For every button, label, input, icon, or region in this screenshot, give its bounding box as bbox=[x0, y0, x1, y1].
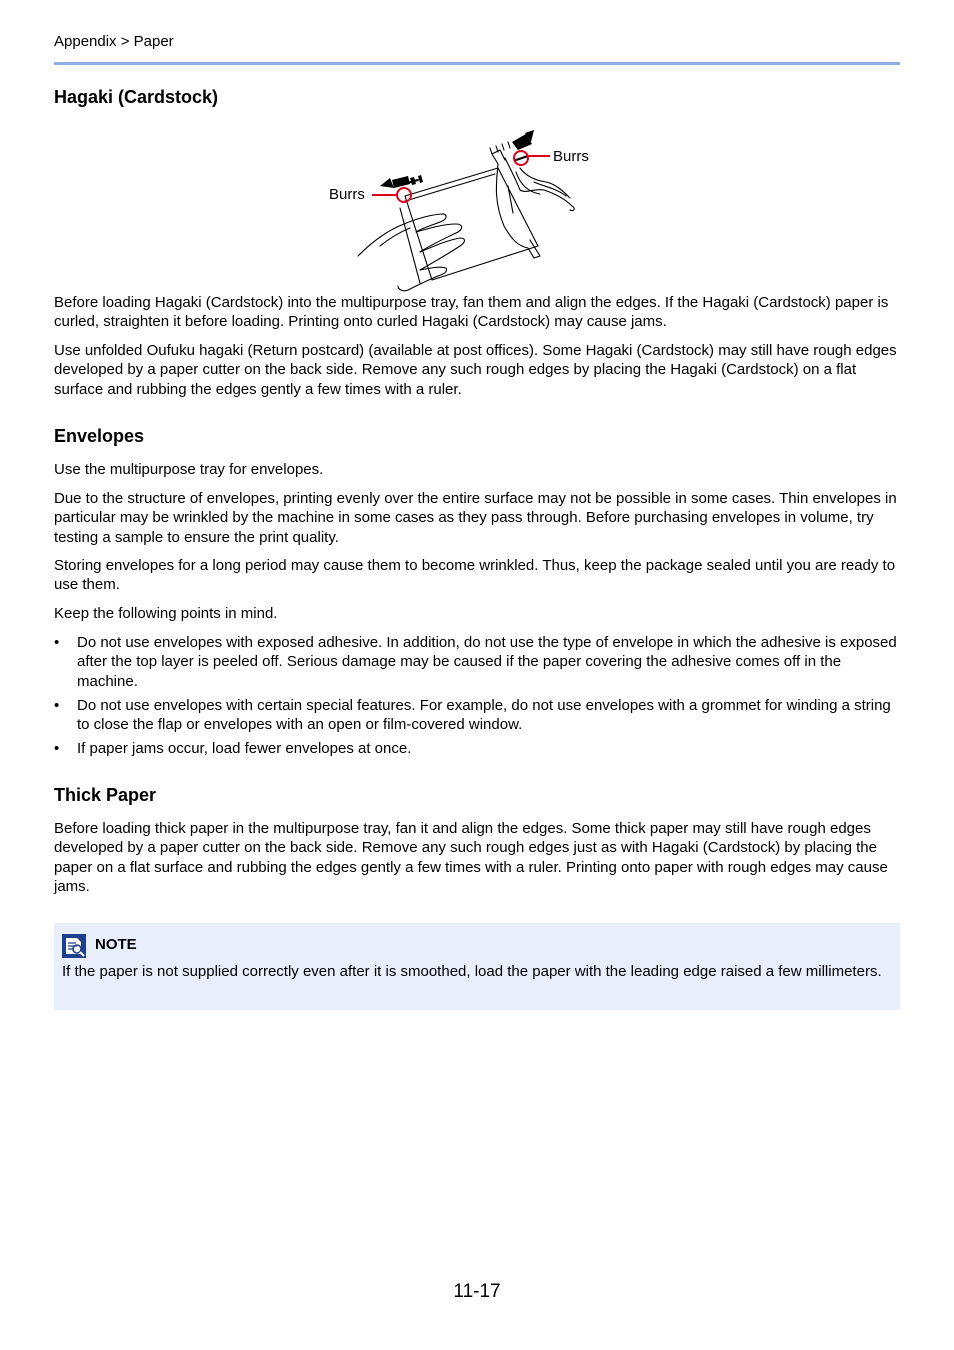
note-box bbox=[54, 923, 900, 1010]
section-title-thick-paper: Thick Paper bbox=[54, 785, 157, 805]
section-title-hagaki: Hagaki (Cardstock) bbox=[54, 87, 219, 107]
burrs-label-left: Burrs bbox=[329, 186, 365, 203]
section-title-envelopes: Envelopes bbox=[54, 426, 145, 446]
note-icon bbox=[62, 934, 86, 958]
envelopes-paragraph-2: Due to the structure of envelopes, printing evenly over the entire surface may not be possible in some cases. Thin envelopes in particular may be wrinkled by the machine in some cases as they pass through. Before purchasing envelopes in volume, try testing a sample to ensure the print quality. bbox=[54, 490, 897, 546]
hagaki-fanning-illustration bbox=[320, 128, 620, 293]
note-text: If the paper is not supplied correctly even after it is smoothed, load the paper with the leading edge raised a few millimeters. bbox=[62, 963, 882, 980]
burrs-label-right: Burrs bbox=[553, 148, 589, 165]
envelopes-paragraph-4: Keep the following points in mind. bbox=[54, 605, 278, 622]
header-rule bbox=[54, 62, 900, 65]
thick-paper-paragraph-1: Before loading thick paper in the multipurpose tray, fan it and align the edges. Some thick paper may still have rough edges developed by a paper cutter on the back side. Remove any such rough edges just as with Hagaki (Cardstock) by placing the paper on a flat surface and rubbing the edges gently a few times with a ruler. Printing onto paper with rough edges may cause jams. bbox=[54, 820, 888, 896]
list-item-text: Do not use envelopes with exposed adhesive. In addition, do not use the type of envelope in which the adhesive is exposed after the top layer is peeled off. Serious damage may be caused if the paper covering the adhesive comes off in the machine. bbox=[77, 634, 897, 690]
envelopes-paragraph-1: Use the multipurpose tray for envelopes. bbox=[54, 461, 324, 478]
note-title: NOTE bbox=[95, 936, 137, 953]
page-number: 11-17 bbox=[453, 1281, 501, 1302]
list-item-text: If paper jams occur, load fewer envelopes at once. bbox=[77, 740, 412, 757]
bullet-marker: • bbox=[54, 740, 60, 757]
envelopes-paragraph-3: Storing envelopes for a long period may cause them to become wrinkled. Thus, keep the package sealed until you are ready to use them. bbox=[54, 557, 896, 594]
bullet-marker: • bbox=[54, 634, 60, 651]
bullet-marker: • bbox=[54, 697, 60, 714]
hagaki-paragraph-2: Use unfolded Oufuku hagaki (Return postcard) (available at post offices). Some Hagaki (Cardstock) may still have rough edges developed by a paper cutter on the back side. Remove any such rough edges by placing the Hagaki (Cardstock) on a flat surface and rubbing the edges gently a few times with a ruler. bbox=[54, 342, 897, 398]
list-item-text: Do not use envelopes with certain special features. For example, do not use envelopes with a grommet for winding a string to close the flap or envelopes with an open or film-covered window. bbox=[77, 697, 891, 734]
hagaki-paragraph-1: Before loading Hagaki (Cardstock) into the multipurpose tray, fan them and align the edges. If the Hagaki (Cardstock) paper is curled, straighten it before loading. Printing onto curled Hagaki (Cardstock) may cause jams. bbox=[54, 294, 889, 331]
breadcrumb: Appendix > Paper bbox=[54, 33, 174, 50]
